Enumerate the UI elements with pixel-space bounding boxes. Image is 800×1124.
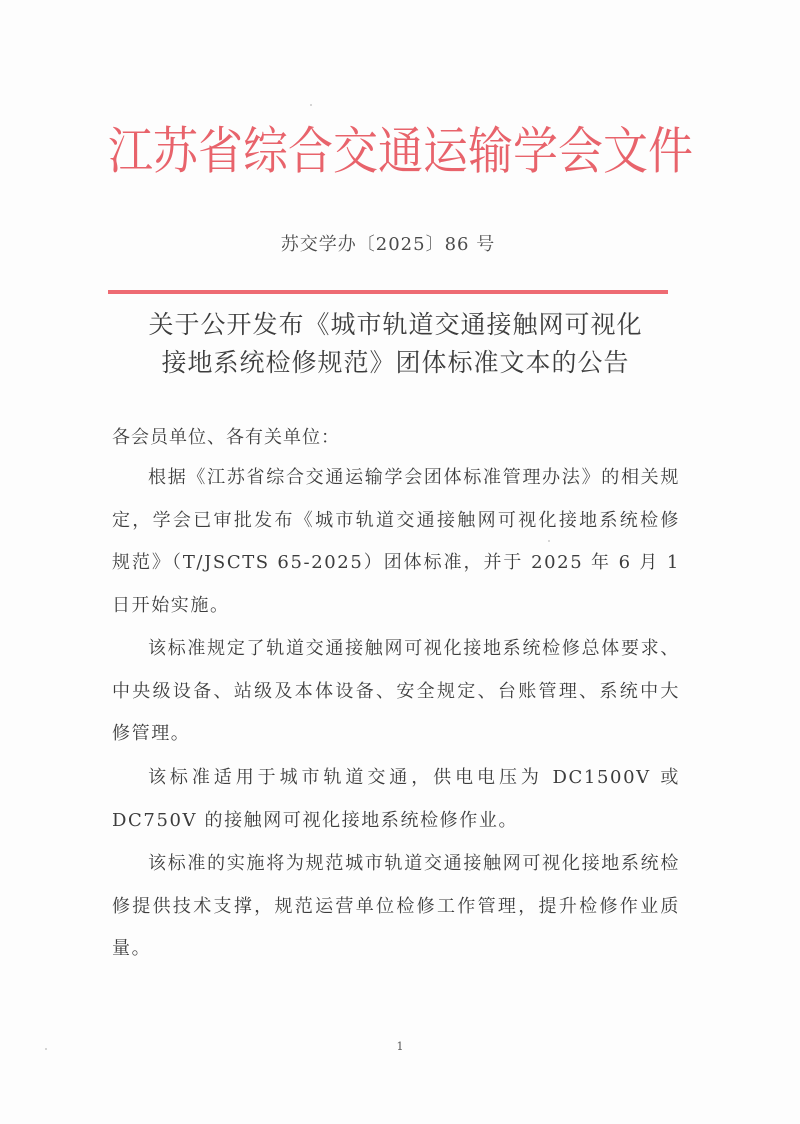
salutation: 各会员单位、各有关单位： (112, 427, 340, 448)
body-paragraph-1: 根据《江苏省综合交通运输学会团体标准管理办法》的相关规定，学会已审批发布《城市轨道交通接触网可视化接地系统检修规范》（T/JSCTS 65-2025）团体标准，并于 2025 年 6 月 1 日开始实施。 (112, 467, 680, 616)
notice-title-line-2: 接地系统检修规范》团体标准文本的公告 (161, 348, 630, 377)
body-paragraph-4: 该标准的实施将为规范城市轨道交通接触网可视化接地系统检修提供技术支撑，规范运营单位检修工作管理，提升检修作业质量。 (112, 853, 680, 959)
notice-title-line-1: 关于公开发布《城市轨道交通接触网可视化 (148, 310, 643, 339)
document-number: 苏交学办〔2025〕86 号 (280, 234, 496, 255)
scan-speck (45, 1048, 47, 1050)
page-number: 1 (396, 1040, 404, 1053)
red-divider-line (108, 290, 668, 294)
issuer-header: 江苏省综合交通运输学会文件 (108, 121, 694, 181)
scan-speck (548, 540, 550, 542)
scan-speck (310, 104, 312, 106)
notice-title (108, 306, 683, 382)
body-paragraph-2: 该标准规定了轨道交通接触网可视化接地系统检修总体要求、中央级设备、站级及本体设备、安全规定、台账管理、系统中大修管理。 (112, 638, 680, 744)
body-paragraph-3: 该标准适用于城市轨道交通，供电电压为 DC1500V 或 DC750V 的接触网可视化接地系统检修作业。 (112, 767, 680, 831)
